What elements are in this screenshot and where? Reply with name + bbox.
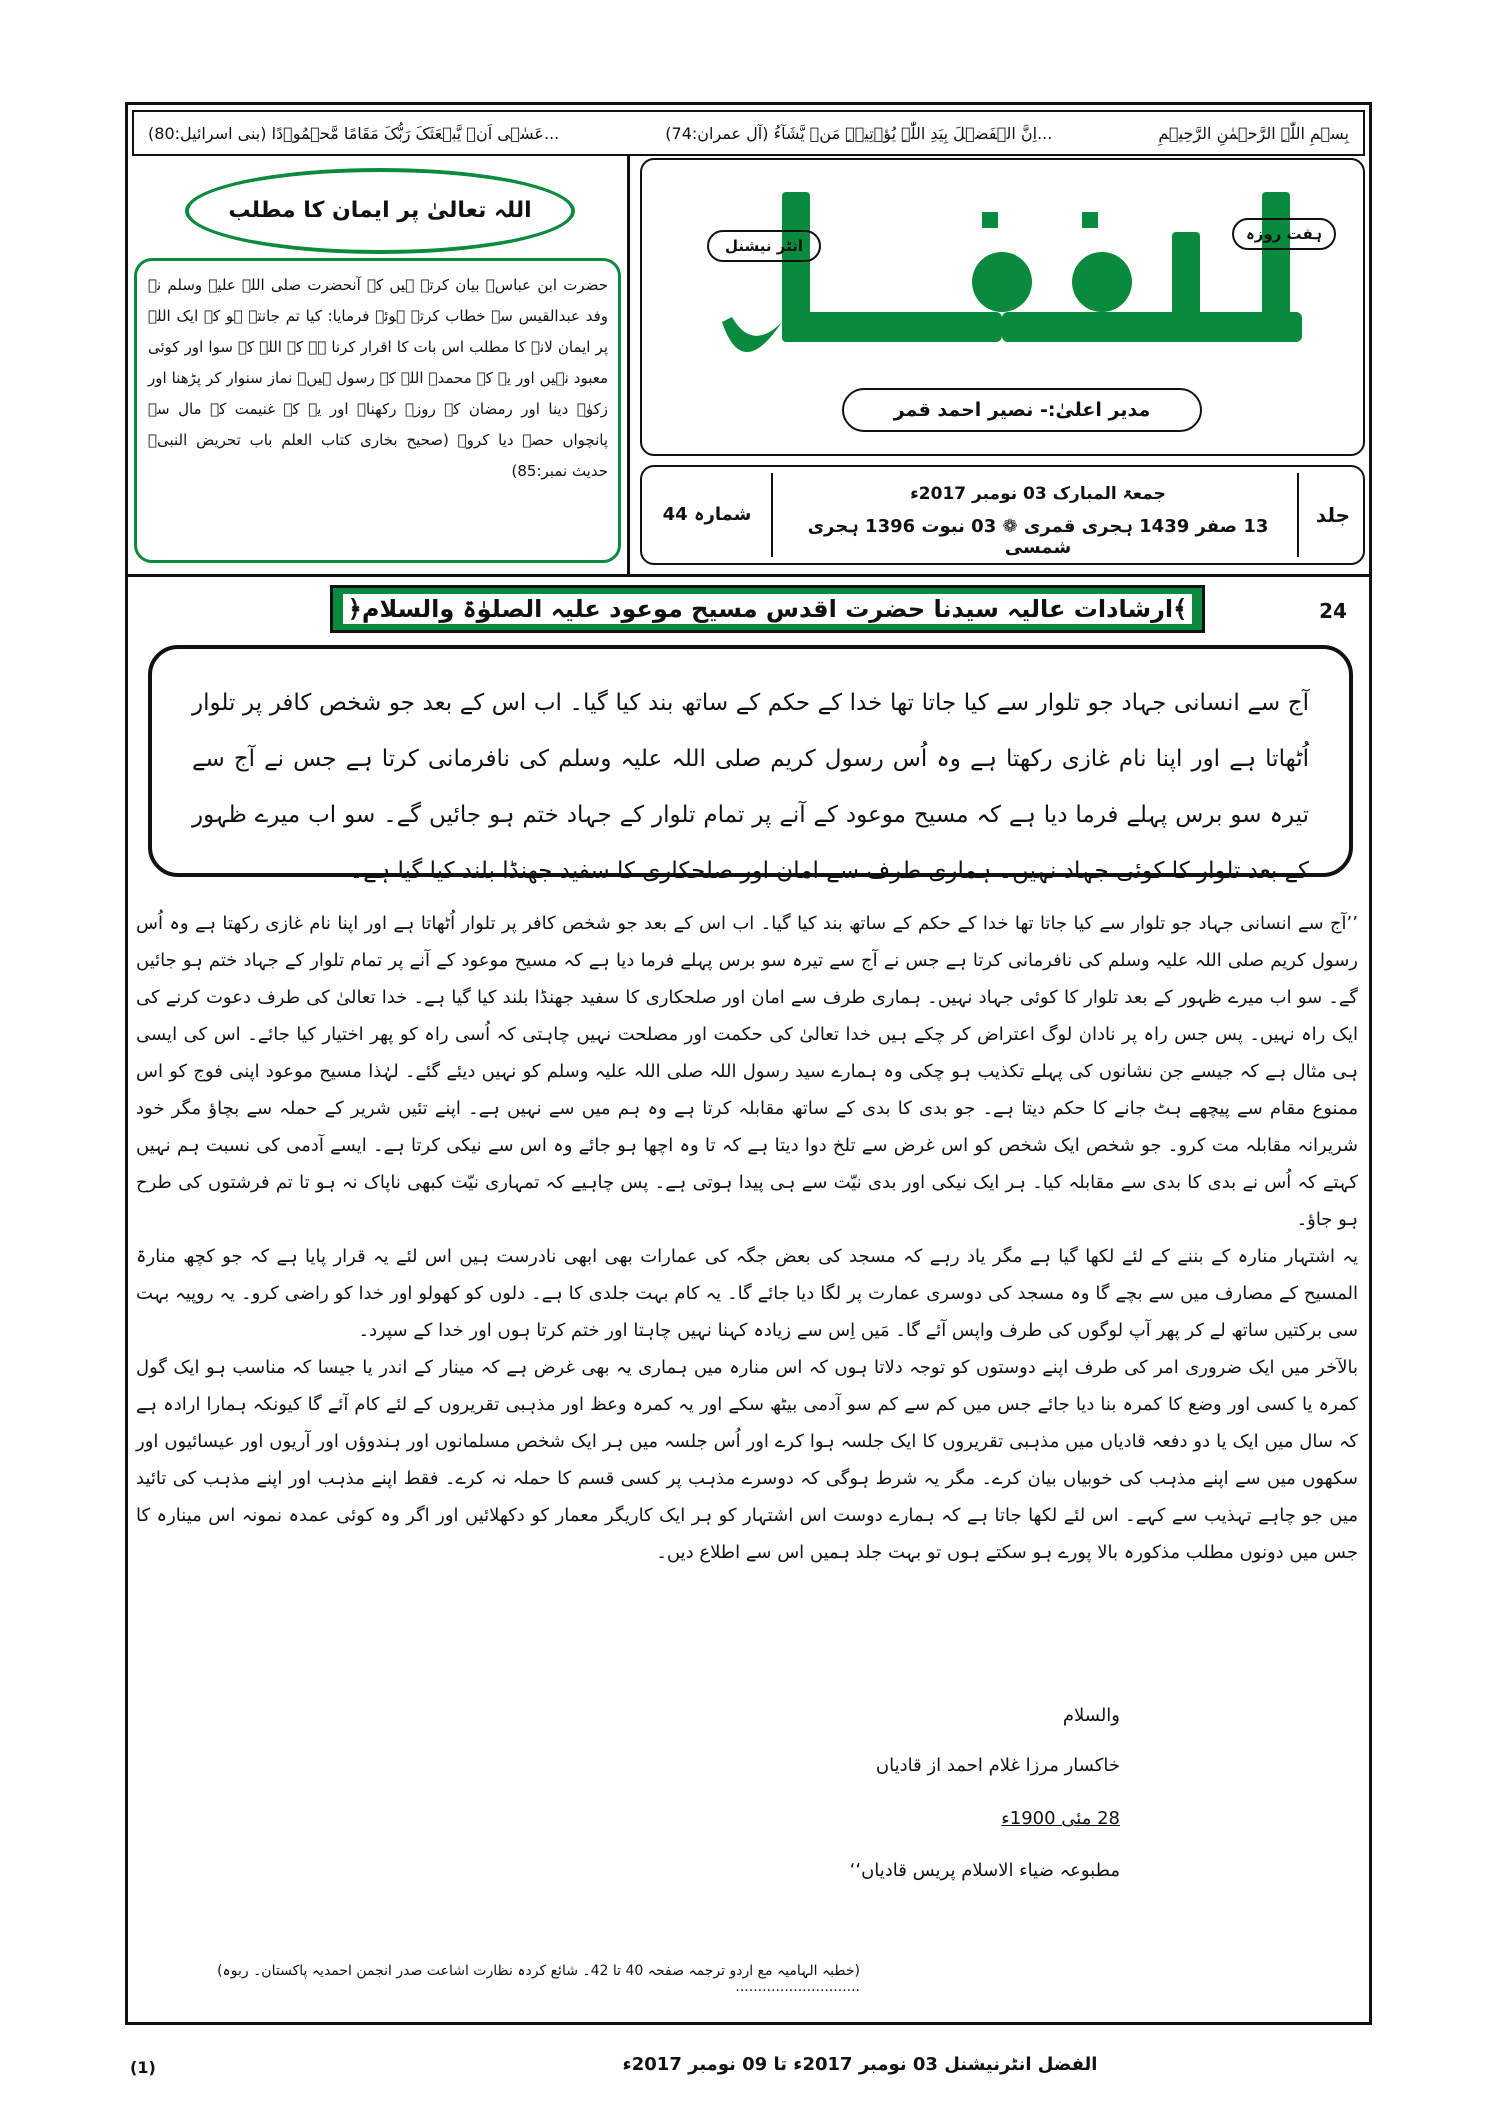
date-gregorian: جمعۃ المبارک 03 نومبر 2017ء	[910, 484, 1166, 504]
hadith-text: حضرت ابن عباسؓ بیان کرتے ہیں کہ آنحضرت صلی اللہ علیہ وسلم نے وفد عبدالقیس سے خطاب کرتے ہوئے فرمایا: کیا تم جانتے ہو کہ ایک اللہ پر ایمان لانے کا مطلب اس بات کا اقرار کرنا ہے کہ اللہ کے سوا اور کوئی معبود نہیں اور یہ کہ محمدؐ اللہ کے رسول ہیں۔ نماز سنوار کر پڑھنا اور زکوٰۃ دینا اور رمضان کے روزے رکھنا۔ اور یہ کہ غنیمت کے مال سے پانچواں حصہ دیا کرو۔ (صحیح بخاری کتاب العلم باب تحریض النبیؐ حدیث نمبر:85)	[148, 276, 608, 480]
reference: (خطبہ الہامیہ مع اردو ترجمہ صفحہ 40 تا 42۔ شائع کردہ نظارت اشاعت صدر انجمن احمدیہ پاکستان۔ ربوہ) ............................	[217, 1963, 860, 1995]
footer-title: الفضل انٹرنیشنل 03 نومبر 2017ء تا 09 نومبر 2017ء	[622, 2054, 1098, 2075]
verse-2: ...عَسٰۤی اَنۡ یَّبۡعَثَکَ رَبُّکَ مَقَامًا مَّحۡمُوۡدًا (بنی اسرائیل:80)	[148, 123, 560, 143]
issue-separator	[1297, 473, 1299, 557]
frequency-tag: ہفت روزہ	[1232, 218, 1336, 250]
header-divider	[125, 574, 1372, 577]
article-body	[136, 905, 1358, 1571]
paragraph: ’’آج سے انسانی جہاد جو تلوار سے کیا جاتا تھا خدا کے حکم کے ساتھ بند کیا گیا۔ اب اس کے بعد جو شخص کافر پر تلوار اُٹھاتا ہے اور اپنا نام غازی رکھتا ہے وہ اُس رسول کریم صلی اللہ علیہ وسلم کی نافرمانی کرتا ہے جس نے آج سے تیرہ سو برس پہلے فرما دیا ہے کہ مسیح موعود کے آنے پر تمام تلوار کے جہاد ختم ہو جائیں گے۔ سو اب میرے ظہور کے بعد تلوار کا کوئی جہاد نہیں۔ ہماری طرف سے امان اور صلحکاری کا سفید جھنڈا بلند کیا گیا ہے۔ خدا تعالیٰ کی طرف دعوت کرنے کی ایک راہ نہیں۔ پس جس راہ پر نادان لوگ اعتراض کر چکے ہیں خدا تعالیٰ کی حکمت اور مصلحت نہیں چاہتی کہ اُسی راہ کو پھر اختیار کیا جائے۔ اس کی ایسی ہی مثال ہے کہ جیسے جن نشانوں کی پہلے تکذیب ہو چکی وہ ہمارے سید رسول اللہ صلی اللہ علیہ وسلم کو نہیں دیئے گئے۔ لہٰذا مسیح موعود اپنی فوج کو اس ممنوع مقام سے پیچھے ہٹ جانے کا حکم دیتا ہے۔ جو بدی کا بدی کے ساتھ مقابلہ کرتا ہے وہ ہم میں سے نہیں ہے۔ اپنے تئیں شریر کے حملہ سے بچاؤ مگر خود شریرانہ مقابلہ مت کرو۔ جو شخص ایک شخص کو اس غرض سے تلخ دوا دیتا ہے کہ تا وہ اچھا ہو جائے وہ اس سے نیکی کرتا ہے۔ ایسے آدمی کی نسبت ہم نہیں کہتے کہ اُس نے بدی کا بدی سے مقابلہ کیا۔ ہر ایک نیکی اور بدی نیّت سے ہی پیدا ہوتی ہے۔ پس چاہیے کہ تمہاری نیّت کبھی ناپاک نہ ہو تا تم فرشتوں کی طرح ہو جاؤ۔	[136, 913, 1358, 1230]
issue-dates	[783, 467, 1293, 563]
page-number: (1)	[130, 2058, 156, 2077]
alfazl-logo	[702, 172, 1322, 372]
signature-date: 28 مئی 1900ء	[1001, 1808, 1120, 1829]
paragraph: بالآخر میں ایک ضروری امر کی طرف اپنے دوستوں کو توجہ دلاتا ہوں کہ اس منارہ میں ہماری یہ بھی غرض ہے کہ مینار کے اندر یا جیسا کہ مناسب ہو ایک گول کمرہ یا کسی اور وضع کا کمرہ بنا دیا جائے جس میں کم سے کم سو آدمی بیٹھ سکے اور یہ کمرہ وعظ اور مذہبی تقریروں کے لئے کام آئے گا کیونکہ ہمارا ارادہ ہے کہ سال میں ایک یا دو دفعہ قادیاں میں مذہبی تقریروں کا ایک جلسہ ہوا کرے اور اُس جلسہ میں ہر ایک شخص مسلمانوں اور ہندوؤں اور آریوں اور عیسائیوں اور سکھوں میں سے اپنے مذہب کی خوبیاں بیان کرے۔ مگر یہ شرط ہوگی کہ دوسرے مذہب پر کسی قسم کا حملہ نہ کرے۔ فقط اپنے مذہب اور اپنے مذہب کی تائید میں جو چاہے تہذیب سے کہے۔ اس لئے لکھا جاتا ہے کہ ہمارے دوست اس اشتہار کو ہر ایک کاریگر معمار کو دکھلائیں اور اگر وہ کوئی عمدہ نمونہ اس مینارہ کا جس میں دونوں مطلب مذکورہ بالا پورے ہو سکتے ہوں تو بہت جلد ہمیں اس سے اطلاع دیں۔	[136, 1357, 1358, 1563]
paragraph: یہ اشتہار منارہ کے بننے کے لئے لکھا گیا ہے مگر یاد رہے کہ مسجد کی بعض جگہ کی عمارات بھی ابھی نادرست ہیں اس لئے یہ قرار پایا ہے کہ جو کچھ منارۃ المسیح کے مصارف میں سے بچے گا وہ مسجد کی دوسری عمارت پر لگا دیا جائے گا۔ یہ کام بہت جلدی کا ہے۔ دلوں کو کھولو اور خدا کو راضی کرو۔ یہ روپیہ بہت سی برکتیں ساتھ لے کر پھر آپ لوگوں کی طرف واپس آئے گا۔ مَیں اِس سے زیادہ کہنا نہیں چاہتا اور ختم کرتا ہوں اور خدا کے سپرد۔	[136, 1246, 1358, 1341]
header-column-divider	[627, 156, 630, 574]
edition-tag: انٹر نیشنل	[707, 230, 821, 262]
signatory: خاکسار مرزا غلام احمد از قادیاں	[875, 1755, 1120, 1776]
bismillah: بِسۡمِ اللّٰہِ الرَّحۡمٰنِ الرَّحِیۡمِ	[1158, 123, 1349, 143]
printer: مطبوعہ ضیاء الاسلام پریس قادیاں‘‘	[849, 1860, 1120, 1881]
editor-label: مدیر اعلیٰ:- نصیر احمد قمر	[842, 388, 1202, 432]
featured-quote: آج سے انسانی جہاد جو تلوار سے کیا جاتا تھا خدا کے حکم کے ساتھ بند کیا گیا۔ اب اس کے بعد جو شخص کافر پر تلوار اُٹھاتا ہے اور اپنا نام غازی رکھتا ہے وہ اُس رسول کریم صلی اللہ علیہ وسلم کی نافرمانی کرتا ہے جس نے آج سے تیرہ سو برس پہلے فرما دیا ہے کہ مسیح موعود کے آنے پر تمام تلوار کے جہاد ختم ہو جائیں گے۔ سو اب میرے ظہور کے بعد تلوار کا کوئی جہاد نہیں۔ ہماری طرف سے امان اور صلحکاری کا سفید جھنڈا بلند کیا گیا ہے۔	[148, 645, 1353, 877]
hadith-title: اللہ تعالیٰ پر ایمان کا مطلب	[185, 168, 575, 254]
section-title	[330, 585, 1205, 633]
masthead	[640, 158, 1365, 456]
ayat-bar	[132, 110, 1365, 156]
date-hijri: 13 صفر 1439 ہجری قمری ❁ 03 نبوت 1396 ہجری شمسی	[807, 516, 1269, 558]
section-title-text: ﴾ارشادات عالیہ سیدنا حضرت اقدس مسیح موعود علیہ الصلوٰۃ والسلام﴿	[343, 594, 1192, 624]
verse-1: ...اِنَّ الۡفَضۡلَ بِیَدِ اللّٰہِ یُؤۡتِیۡہِ مَنۡ یَّشَآءُ (آل عمران:74)	[665, 123, 1053, 143]
volume: جلد 24	[1315, 503, 1351, 623]
closing: والسلام	[1062, 1705, 1120, 1726]
issue-number: شمارہ 44	[662, 504, 752, 525]
